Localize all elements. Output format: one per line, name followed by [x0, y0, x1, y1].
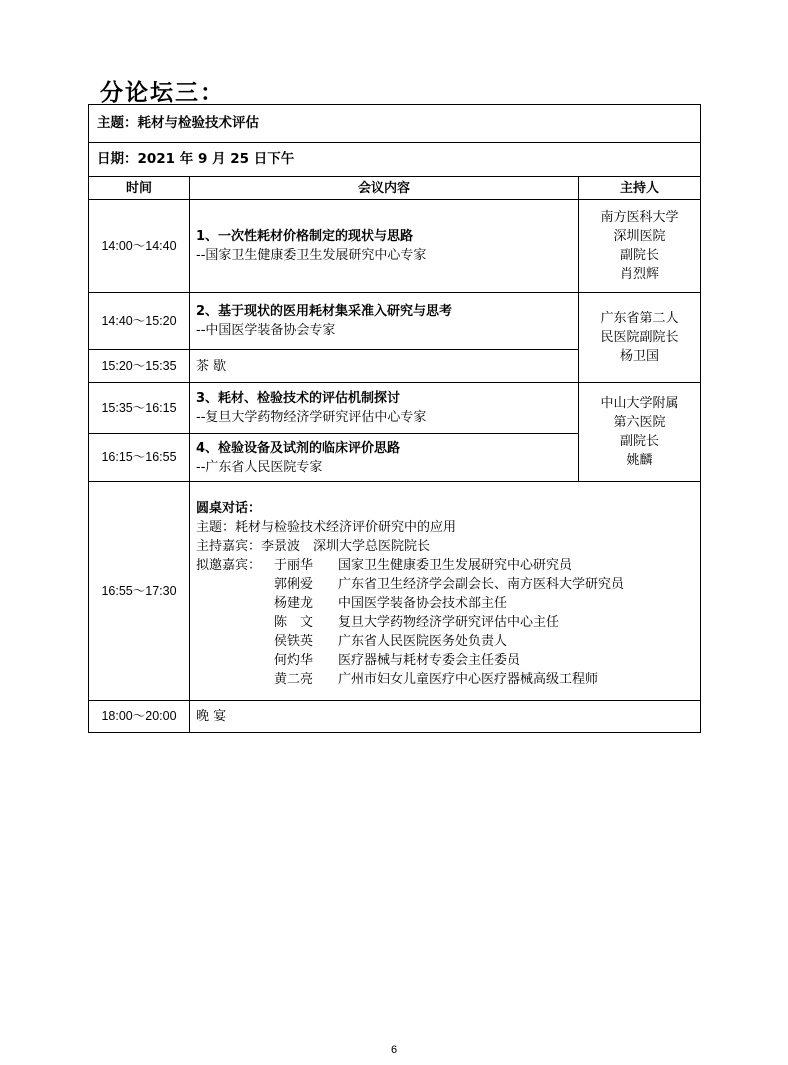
- guest-row: [196, 575, 694, 594]
- guest-name: 陈 文: [274, 615, 314, 630]
- host-line: 深圳医院: [613, 229, 666, 244]
- session-content: [190, 383, 579, 434]
- host-line: 广东省第二人: [600, 311, 679, 326]
- guest-title: 广东省人民医院医务处负责人: [338, 634, 508, 649]
- session-speaker: --复旦大学药物经济学研究评估中心专家: [196, 410, 427, 425]
- guest-title: 复旦大学药物经济学研究评估中心主任: [338, 615, 560, 630]
- panel-moderator: 主持嘉宾：李景波 深圳大学总医院院长: [196, 539, 431, 554]
- guest-row: [196, 651, 694, 670]
- guest-title: 广州市妇女儿童医疗中心医疗器械高级工程师: [338, 672, 599, 687]
- panel-topic: 主题：耗材与检验技术经济评价研究中的应用: [196, 520, 457, 535]
- break-title: 茶 歇: [190, 350, 579, 383]
- header-time: 时间: [89, 177, 190, 200]
- host-line: 南方医科大学: [600, 210, 679, 225]
- host-line: 副院长: [619, 248, 659, 263]
- session-content: [190, 200, 579, 293]
- host-cell: [579, 200, 701, 293]
- table-row: [89, 293, 701, 350]
- panel-content: [190, 482, 701, 701]
- host-line: 民医院副院长: [600, 330, 679, 345]
- table-row: [89, 701, 701, 733]
- guest-title: 国家卫生健康委卫生发展研究中心研究员: [338, 558, 573, 573]
- session-time: 14:00～14:40: [89, 200, 190, 293]
- session-speaker: --广东省人民医院专家: [196, 459, 323, 475]
- session-content: [190, 434, 579, 482]
- session-speaker: --国家卫生健康委卫生发展研究中心专家: [196, 248, 427, 263]
- session-title: 3、耗材、检验技术的评估机制探讨: [196, 391, 401, 406]
- agenda-table: [88, 104, 701, 733]
- break-time: 15:20～15:35: [89, 350, 190, 383]
- guest-row: [196, 594, 694, 613]
- theme-cell: 主题：耗材与检验技术评估: [89, 105, 701, 143]
- host-cell: [579, 383, 701, 482]
- header-content: 会议内容: [190, 177, 579, 200]
- session-title: 4、检验设备及试剂的临床评价思路: [196, 440, 401, 456]
- date-row: [89, 143, 701, 177]
- section-title: 分论坛三：: [100, 80, 225, 106]
- guests-label: 拟邀嘉宾：: [196, 558, 262, 573]
- session-time: 15:35～16:15: [89, 383, 190, 434]
- guest-title: 医疗器械与耗材专委会主任委员: [338, 653, 521, 668]
- guest-row: [196, 556, 694, 575]
- header-host: 主持人: [579, 177, 701, 200]
- guest-name: 郭俐爱: [274, 577, 314, 592]
- host-line: 肖烈辉: [619, 267, 659, 282]
- host-line: 杨卫国: [619, 349, 659, 364]
- panel-heading: 圆桌对话：: [196, 501, 262, 516]
- guest-row: [196, 632, 694, 651]
- date-cell: 日期：2021 年 9 月 25 日下午: [89, 143, 701, 177]
- host-line: 副院长: [619, 434, 659, 449]
- theme-row: [89, 105, 701, 143]
- session-content: [190, 293, 579, 350]
- table-row: [89, 482, 701, 701]
- guest-name: 于丽华: [274, 558, 314, 573]
- dinner-title: 晚 宴: [190, 701, 701, 733]
- session-title: 1、一次性耗材价格制定的现状与思路: [196, 229, 414, 244]
- host-cell: [579, 293, 701, 383]
- panel-time: 16:55～17:30: [89, 482, 190, 701]
- table-row: [89, 200, 701, 293]
- session-title: 2、基于现状的医用耗材集采准入研究与思考: [196, 304, 453, 319]
- guest-name: 侯铁英: [274, 634, 314, 649]
- host-line: 中山大学附属: [600, 396, 679, 411]
- header-row: [89, 177, 701, 200]
- session-time: 14:40～15:20: [89, 293, 190, 350]
- guest-name: 杨建龙: [274, 596, 314, 611]
- session-time: 16:15～16:55: [89, 434, 190, 482]
- guest-name: 何灼华: [274, 653, 314, 668]
- host-line: 第六医院: [613, 415, 666, 430]
- guest-name: 黄二亮: [274, 672, 314, 687]
- guest-row: [196, 613, 694, 632]
- dinner-time: 18:00～20:00: [89, 701, 190, 733]
- guest-title: 中国医学装备协会技术部主任: [338, 596, 508, 611]
- table-row: [89, 383, 701, 434]
- session-speaker: --中国医学装备协会专家: [196, 323, 336, 338]
- host-line: 姚麟: [626, 453, 653, 468]
- guest-row: [196, 670, 694, 689]
- page-number: 6: [390, 1044, 398, 1056]
- guest-title: 广东省卫生经济学会副会长、南方医科大学研究员: [338, 577, 625, 592]
